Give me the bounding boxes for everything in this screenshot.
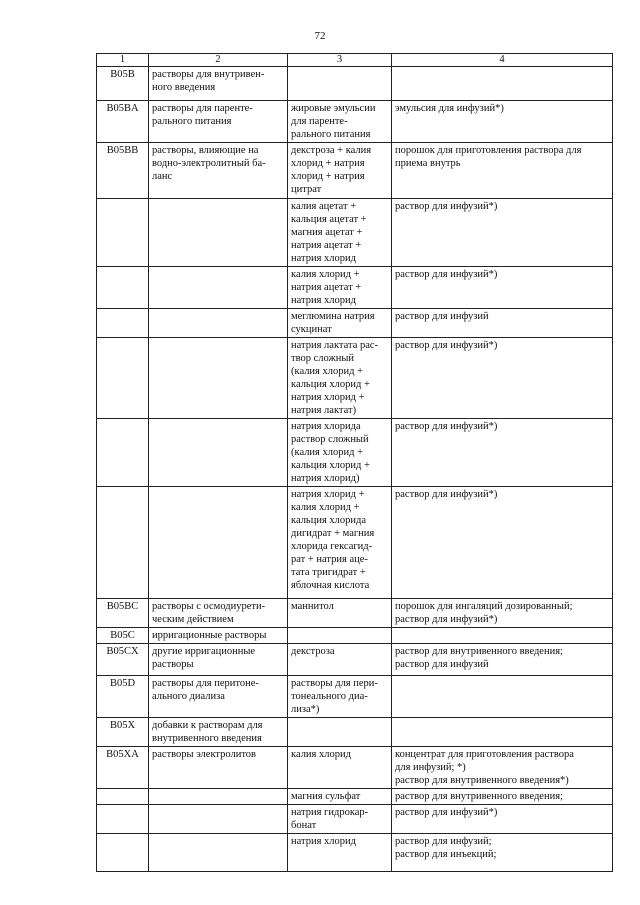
table-row: [97, 599, 613, 628]
group-name-cell: ирригационные растворы: [149, 628, 288, 644]
group-name-cell: [149, 267, 288, 309]
atc-code-cell: [97, 267, 149, 309]
dosage-form-cell: порошок для ингаляций дозированный; раствор для инфузий*): [392, 599, 613, 628]
dosage-form-cell: раствор для внутривенного введения;: [392, 789, 613, 805]
substance-cell: декстроза: [288, 644, 392, 676]
page-number: 72: [314, 30, 326, 42]
table-row: [97, 789, 613, 805]
atc-code-cell: [97, 834, 149, 872]
dosage-form-cell: эмульсия для инфузий*): [392, 101, 613, 143]
table-row: [97, 718, 613, 747]
group-name-cell: [149, 487, 288, 599]
document-table-frame: [96, 53, 612, 860]
dosage-form-cell: раствор для инфузий*): [392, 199, 613, 267]
substance-cell: [288, 718, 392, 747]
atc-code-cell: B05XA: [97, 747, 149, 789]
substance-cell: декстроза + калия хлорид + натрия хлорид + натрия цитрат: [288, 143, 392, 199]
table-row: [97, 309, 613, 338]
table-row: [97, 101, 613, 143]
substance-cell: растворы для пери- тонеального диа- лиза*): [288, 676, 392, 718]
dosage-form-cell: раствор для инфузий: [392, 309, 613, 338]
dosage-form-cell: раствор для инфузий; раствор для инъекций;: [392, 834, 613, 872]
group-name-cell: растворы для внутривен- ного введения: [149, 67, 288, 101]
table-row: [97, 67, 613, 101]
group-name-cell: [149, 199, 288, 267]
group-name-cell: растворы для паренте- рального питания: [149, 101, 288, 143]
substance-cell: натрия хлорид + калия хлорид + кальция хлорида дигидрат + магния хлорида гексагид- рат + натрия аце- тата тригидрат + яблочная кислота: [288, 487, 392, 599]
dosage-form-cell: [392, 718, 613, 747]
dosage-form-cell: раствор для инфузий*): [392, 487, 613, 599]
dosage-form-cell: [392, 676, 613, 718]
substance-cell: натрия гидрокар- бонат: [288, 805, 392, 834]
table-row: [97, 199, 613, 267]
group-name-cell: растворы с осмодиурети- ческим действием: [149, 599, 288, 628]
dosage-form-cell: порошок для приготовления раствора для приема внутрь: [392, 143, 613, 199]
atc-code-cell: B05BA: [97, 101, 149, 143]
dosage-form-cell: [392, 67, 613, 101]
header-cell-2: 2: [149, 54, 288, 67]
substance-cell: калия хлорид: [288, 747, 392, 789]
atc-code-cell: B05CX: [97, 644, 149, 676]
table-row: [97, 834, 613, 872]
atc-code-cell: [97, 419, 149, 487]
group-name-cell: растворы для перитоне- ального диализа: [149, 676, 288, 718]
table-row: [97, 676, 613, 718]
group-name-cell: [149, 419, 288, 487]
substance-cell: меглюмина натрия сукцинат: [288, 309, 392, 338]
dosage-form-cell: раствор для инфузий*): [392, 805, 613, 834]
table-row: [97, 747, 613, 789]
group-name-cell: добавки к растворам для внутривенного введения: [149, 718, 288, 747]
header-cell-3: 3: [288, 54, 392, 67]
atc-code-cell: [97, 805, 149, 834]
dosage-form-cell: концентрат для приготовления раствора для инфузий; *) раствор для внутривенного введения*): [392, 747, 613, 789]
atc-code-cell: B05BB: [97, 143, 149, 199]
dosage-form-cell: раствор для инфузий*): [392, 267, 613, 309]
atc-code-cell: [97, 309, 149, 338]
group-name-cell: [149, 338, 288, 419]
dosage-form-cell: раствор для внутривенного введения; раствор для инфузий: [392, 644, 613, 676]
substance-cell: маннитол: [288, 599, 392, 628]
group-name-cell: другие ирригационные растворы: [149, 644, 288, 676]
table-row: [97, 805, 613, 834]
substance-cell: натрия лактата рас- твор сложный (калия хлорид + кальция хлорид + натрия хлорид + натрия лактат): [288, 338, 392, 419]
group-name-cell: [149, 789, 288, 805]
atc-code-cell: [97, 338, 149, 419]
group-name-cell: растворы, влияющие на водно-электролитный ба- ланс: [149, 143, 288, 199]
table-row: [97, 628, 613, 644]
table-row: [97, 267, 613, 309]
atc-code-cell: [97, 487, 149, 599]
table-row: [97, 143, 613, 199]
dosage-form-cell: [392, 628, 613, 644]
group-name-cell: [149, 805, 288, 834]
atc-code-cell: B05C: [97, 628, 149, 644]
atc-code-cell: B05D: [97, 676, 149, 718]
atc-code-cell: B05X: [97, 718, 149, 747]
atc-code-cell: B05BC: [97, 599, 149, 628]
table-row: [97, 644, 613, 676]
group-name-cell: растворы электролитов: [149, 747, 288, 789]
group-name-cell: [149, 309, 288, 338]
dosage-form-cell: раствор для инфузий*): [392, 338, 613, 419]
table-row: [97, 487, 613, 599]
substance-cell: калия хлорид + натрия ацетат + натрия хлорид: [288, 267, 392, 309]
drug-classification-table: [96, 53, 613, 872]
substance-cell: натрия хлорида раствор сложный (калия хлорид + кальция хлорид + натрия хлорид): [288, 419, 392, 487]
atc-code-cell: [97, 789, 149, 805]
header-cell-1: 1: [97, 54, 149, 67]
substance-cell: калия ацетат + кальция ацетат + магния ацетат + натрия ацетат + натрия хлорид: [288, 199, 392, 267]
group-name-cell: [149, 834, 288, 872]
atc-code-cell: [97, 199, 149, 267]
atc-code-cell: B05B: [97, 67, 149, 101]
dosage-form-cell: раствор для инфузий*): [392, 419, 613, 487]
table-row: [97, 419, 613, 487]
table-row: [97, 338, 613, 419]
header-row: [97, 54, 613, 67]
substance-cell: [288, 67, 392, 101]
header-cell-4: 4: [392, 54, 613, 67]
substance-cell: [288, 628, 392, 644]
substance-cell: натрия хлорид: [288, 834, 392, 872]
substance-cell: жировые эмульсии для паренте- рального питания: [288, 101, 392, 143]
substance-cell: магния сульфат: [288, 789, 392, 805]
